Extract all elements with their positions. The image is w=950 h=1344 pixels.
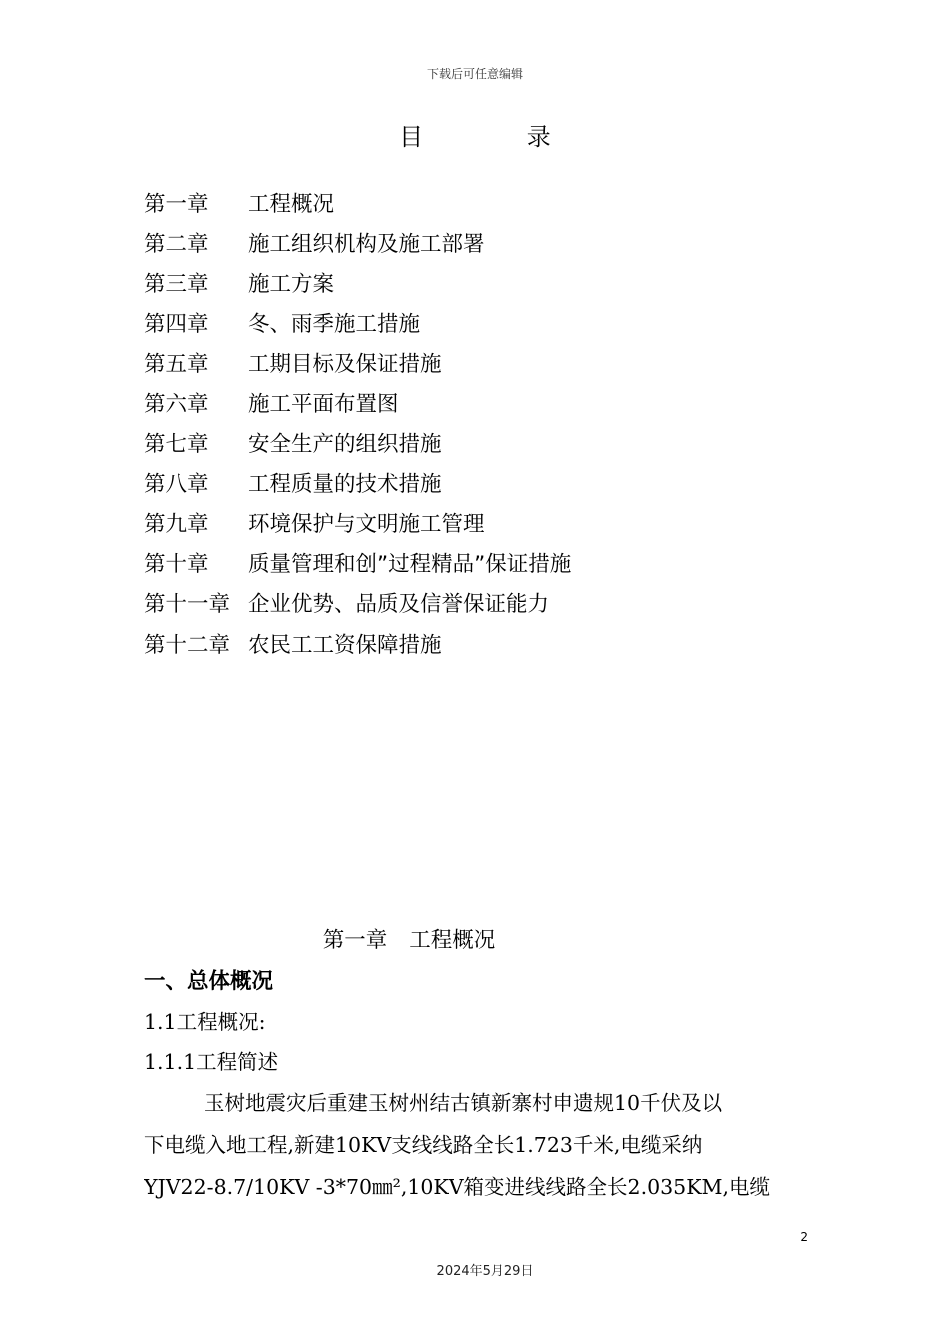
toc-chapter-title: 施工组织机构及施工部署 [248,231,485,257]
toc-item[interactable] [144,543,844,583]
toc-item[interactable] [144,222,844,262]
toc-chapter-number: 第七章 [144,432,209,458]
toc-title: 目 录 [399,123,599,151]
toc-chapter-title: 农民工工资保障措施 [248,632,442,658]
toc-item[interactable] [144,342,844,382]
chapter-heading-number: 第一章 [322,928,388,953]
toc-item[interactable] [144,182,844,222]
toc-item[interactable] [144,623,844,663]
toc-item[interactable] [144,423,844,463]
toc-chapter-title: 工期目标及保证措施 [248,351,442,377]
page-header: 下载后可任意编辑 [426,67,523,81]
subsection-heading: 1.1工程概况: [144,1010,266,1034]
toc-chapter-number: 第九章 [144,512,209,538]
toc-chapter-number: 第十二章 [144,632,231,658]
toc-chapter-number: 第四章 [144,311,209,337]
toc-chapter-title: 安全生产的组织措施 [248,432,442,458]
toc-item[interactable] [144,262,844,302]
toc-chapter-number: 第二章 [144,231,209,257]
toc-chapter-title: 施工方案 [248,271,335,297]
paragraph-line: YJV22-8.7/10KV -3*70㎜²,10KV箱变进线线路全长2.035KM,电缆 [144,1175,771,1199]
toc-chapter-number: 第十章 [144,552,209,578]
toc-item[interactable] [144,382,844,422]
paragraph-line: 下电缆入地工程,新建10KV支线线路全长1.723千米,电缆采纳 [144,1133,703,1157]
toc-chapter-title: 施工平面布置图 [248,392,399,418]
toc-item[interactable] [144,463,844,503]
paragraph-line: 玉树地震灾后重建玉树州结古镇新寨村申遗规10千伏及以 [204,1091,723,1115]
toc-chapter-number: 第五章 [144,351,209,377]
chapter-heading [0,925,818,957]
toc-chapter-number: 第八章 [144,472,209,498]
toc-chapter-number: 第十一章 [144,592,231,618]
toc-chapter-title: 冬、雨季施工措施 [248,311,421,337]
toc-chapter-number: 第六章 [144,392,209,418]
section-heading: 一、总体概况 [144,969,274,994]
toc-chapter-title: 工程质量的技术措施 [248,472,442,498]
toc-item[interactable] [144,302,844,342]
toc-chapter-title: 环境保护与文明施工管理 [248,512,485,538]
toc-chapter-title: 企业优势、品质及信誉保证能力 [248,592,550,618]
subsubsection-heading: 1.1.1工程简述 [144,1050,279,1074]
toc-item[interactable] [144,583,844,623]
page-number: 2 [800,1230,808,1244]
toc-chapter-title: 工程概况 [248,191,335,217]
toc-chapter-number: 第三章 [144,271,209,297]
toc-item[interactable] [144,503,844,543]
body-paragraph [144,1082,808,1208]
toc-chapter-number: 第一章 [144,191,209,217]
toc-chapter-title: 质量管理和创”过程精品”保证措施 [248,552,572,578]
page-footer-date: 2024年5月29日 [436,1264,534,1279]
chapter-heading-title: 工程概况 [409,928,496,953]
table-of-contents [144,182,844,663]
